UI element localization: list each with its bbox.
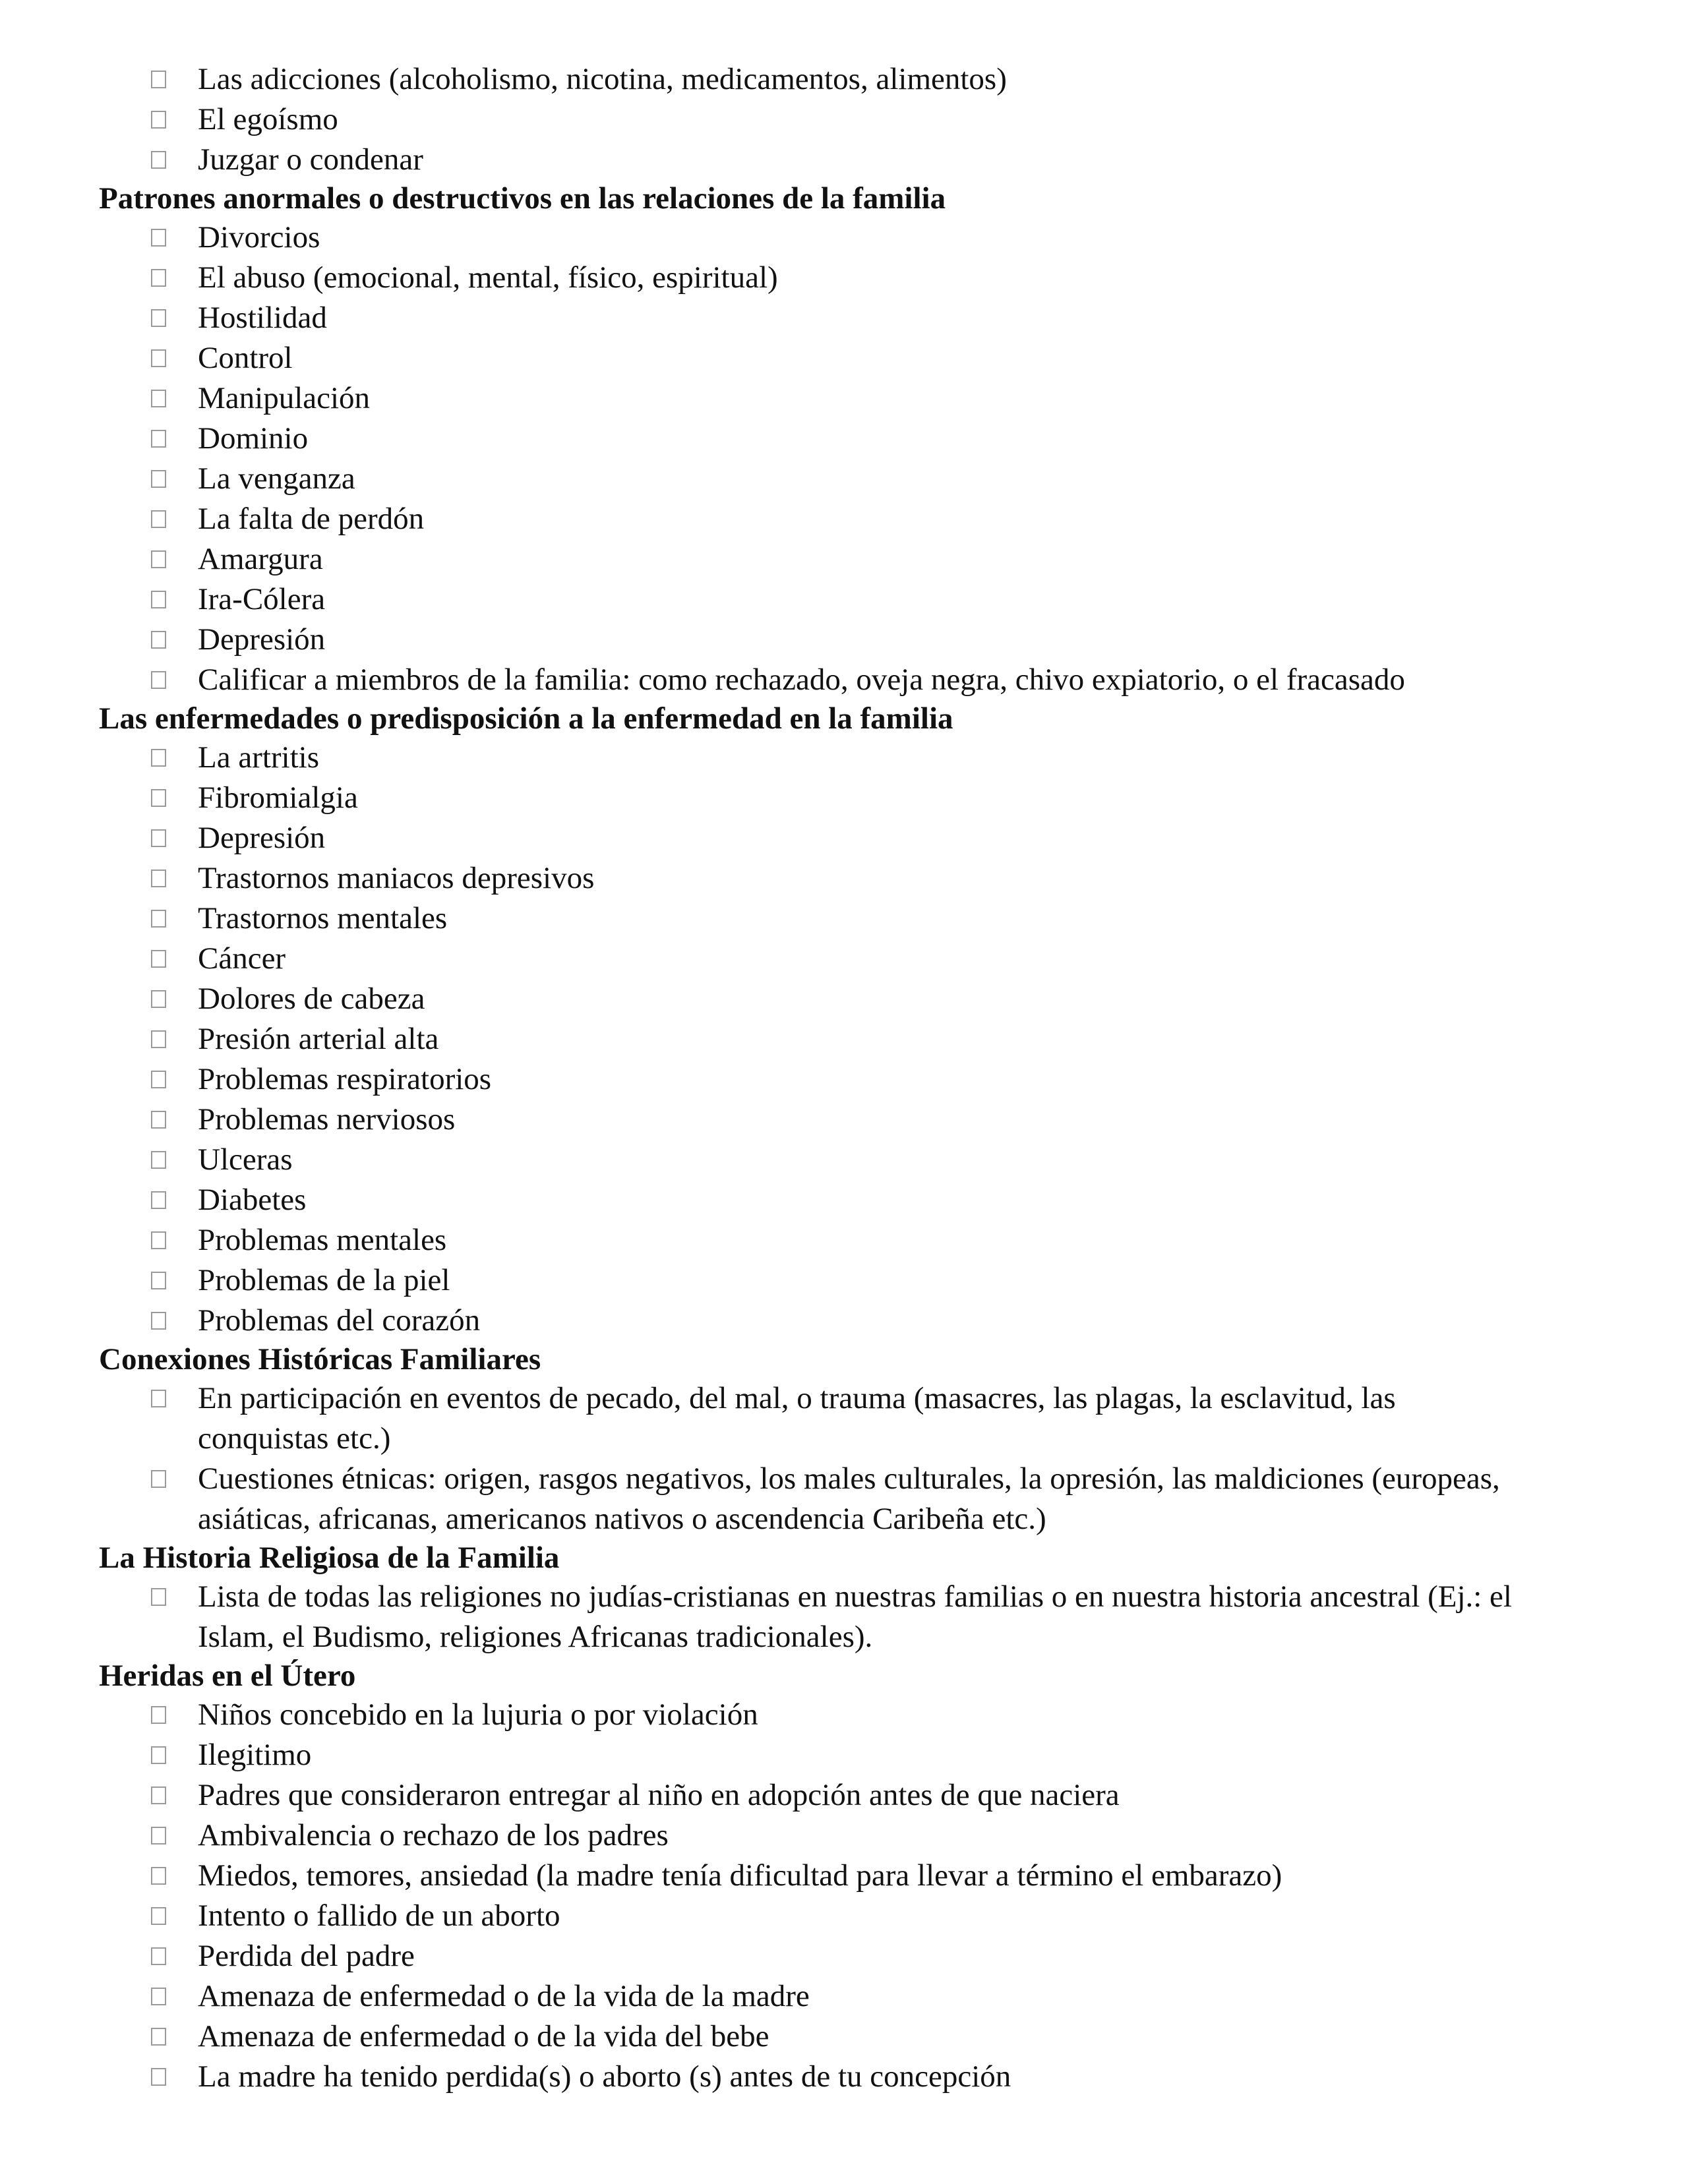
- checklist-section: [0, 700, 1688, 1341]
- checklist-item-text: Cáncer: [198, 941, 286, 976]
- checklist-item-text: Problemas mentales: [198, 1223, 447, 1257]
- checklist-item: [0, 59, 1688, 100]
- checkbox-icon[interactable]: [151, 390, 166, 407]
- checklist-item-text: Depresión: [198, 622, 326, 657]
- checklist-item-text: Trastornos mentales: [198, 901, 448, 935]
- checklist-item: [0, 778, 1688, 818]
- checklist-item: [0, 1577, 1688, 1657]
- checklist-section: [0, 180, 1688, 700]
- checkbox-icon[interactable]: [151, 349, 166, 367]
- checkbox-icon[interactable]: [151, 1151, 166, 1169]
- checklist-item-text: Intento o fallido de un aborto: [198, 1899, 560, 1933]
- checklist-item: [0, 1180, 1688, 1220]
- checkbox-icon[interactable]: [151, 470, 166, 488]
- checklist-item: [0, 1735, 1688, 1775]
- checkbox-icon[interactable]: [151, 1867, 166, 1885]
- checkbox-icon[interactable]: [151, 789, 166, 807]
- checklist-item: [0, 258, 1688, 298]
- checklist-item-text: Dolores de cabeza: [198, 982, 425, 1016]
- checklist-item-text: El abuso (emocional, mental, físico, espiritual): [198, 260, 778, 295]
- checklist-item-text: Problemas del corazón: [198, 1303, 481, 1338]
- checklist-item-text: Fibromialgia: [198, 781, 358, 815]
- checkbox-icon[interactable]: [151, 1111, 166, 1129]
- checklist-item-text: La venganza: [198, 461, 355, 496]
- checklist-item-text: Las adicciones (alcoholismo, nicotina, medicamentos, alimentos): [198, 62, 1007, 96]
- checklist-item: [0, 539, 1688, 579]
- section-heading: Conexiones Históricas Familiares: [99, 1342, 541, 1376]
- checklist-item: [0, 858, 1688, 899]
- checklist-item: [0, 1140, 1688, 1180]
- checklist-item-text: Diabetes: [198, 1183, 307, 1217]
- checklist-item-text: La madre ha tenido perdida(s) o aborto (s) antes de tu concepción: [198, 2059, 1011, 2094]
- checklist-item-text: Lista de todas las religiones no judías-cristianas en nuestras familias o en nuestra historia ancestral (Ej.: el Islam, el Budismo, religiones Africanas tradicionales).: [198, 1579, 1512, 1654]
- checkbox-icon[interactable]: [151, 1231, 166, 1249]
- checklist-item: [0, 419, 1688, 459]
- checkbox-icon[interactable]: [151, 950, 166, 968]
- checkbox-icon[interactable]: [151, 990, 166, 1008]
- checklist-item-text: Depresión: [198, 821, 326, 855]
- checkbox-icon[interactable]: [151, 151, 166, 169]
- checklist-item-text: Ulceras: [198, 1142, 293, 1177]
- section-heading: La Historia Religiosa de la Familia: [99, 1541, 560, 1575]
- checkbox-icon[interactable]: [151, 1030, 166, 1048]
- checkbox-icon[interactable]: [151, 1272, 166, 1289]
- checkbox-icon[interactable]: [151, 111, 166, 129]
- checklist-item: [0, 1856, 1688, 1896]
- checkbox-icon[interactable]: [151, 1706, 166, 1724]
- checklist-item: [0, 1059, 1688, 1100]
- checklist-item-text: Calificar a miembros de la familia: como rechazado, oveja negra, chivo expiatorio, o el fracasado: [198, 663, 1405, 697]
- section-heading: Patrones anormales o destructivos en las relaciones de la familia: [99, 181, 946, 216]
- checklist-item-text: Problemas respiratorios: [198, 1062, 492, 1096]
- checklist-item-text: Problemas nerviosos: [198, 1102, 456, 1136]
- checklist-section: [0, 59, 1688, 180]
- checklist-item-text: Presión arterial alta: [198, 1022, 439, 1056]
- checkbox-icon[interactable]: [151, 1470, 166, 1488]
- checkbox-icon[interactable]: [151, 1907, 166, 1925]
- checklist-item-text: Problemas de la piel: [198, 1263, 450, 1297]
- checklist-item: [0, 1936, 1688, 1976]
- checklist-item: [0, 140, 1688, 180]
- checklist-item-text: La falta de perdón: [198, 502, 425, 536]
- checklist-item: [0, 579, 1688, 620]
- checklist-item-text: Ambivalencia o rechazo de los padres: [198, 1818, 669, 1852]
- checkbox-icon[interactable]: [151, 1988, 166, 2005]
- checklist-item: [0, 378, 1688, 419]
- checkbox-icon[interactable]: [151, 1746, 166, 1764]
- checklist-item: [0, 1775, 1688, 1815]
- checklist-item: [0, 1976, 1688, 2017]
- checklist-item-text: Amenaza de enfermedad o de la vida del bebe: [198, 2019, 769, 2053]
- checklist-item: [0, 499, 1688, 539]
- checkbox-icon[interactable]: [151, 870, 166, 887]
- checkbox-icon[interactable]: [151, 829, 166, 847]
- checkbox-icon[interactable]: [151, 1588, 166, 1606]
- checklist-section: [0, 1539, 1688, 1657]
- checklist-section: [0, 1341, 1688, 1539]
- checkbox-icon[interactable]: [151, 430, 166, 448]
- checkbox-icon[interactable]: [151, 2068, 166, 2086]
- section-heading: Las enfermedades o predisposición a la enfermedad en la familia: [99, 701, 953, 736]
- checkbox-icon[interactable]: [151, 671, 166, 689]
- checkbox-icon[interactable]: [151, 309, 166, 327]
- checkbox-icon[interactable]: [151, 1312, 166, 1330]
- checklist-item: [0, 979, 1688, 1019]
- checkbox-icon[interactable]: [151, 71, 166, 88]
- checklist-item-text: Niños concebido en la lujuria o por violación: [198, 1697, 758, 1732]
- checklist-item: [0, 1815, 1688, 1856]
- checklist-item-text: Miedos, temores, ansiedad (la madre tenía dificultad para llevar a término el embarazo): [198, 1858, 1282, 1893]
- checklist-item: [0, 100, 1688, 140]
- checklist-item-text: Ilegitimo: [198, 1738, 312, 1772]
- checklist-item-text: Dominio: [198, 421, 309, 456]
- checklist-item: [0, 338, 1688, 378]
- checklist-item-text: Trastornos maniacos depresivos: [198, 861, 595, 895]
- checklist-item-text: Cuestiones étnicas: origen, rasgos negativos, los males culturales, la opresión, las maldiciones (europeas, asiáticas, africanas, americanos nativos o ascendencia Caribeña etc.): [198, 1461, 1500, 1536]
- checklist-item: [0, 1459, 1688, 1539]
- checkbox-icon[interactable]: [151, 2028, 166, 2046]
- checkbox-icon[interactable]: [151, 910, 166, 928]
- checklist-item-text: Padres que consideraron entregar al niño en adopción antes de que naciera: [198, 1778, 1120, 1812]
- checkbox-icon[interactable]: [151, 591, 166, 608]
- checklist-item: [0, 939, 1688, 979]
- checklist-item: [0, 1019, 1688, 1059]
- checklist-item: [0, 1378, 1688, 1459]
- checklist-item-text: Ira-Cólera: [198, 582, 326, 616]
- checklist-item-text: Juzgar o condenar: [198, 142, 423, 177]
- checklist-item-text: Amargura: [198, 542, 323, 576]
- checklist-item-text: El egoísmo: [198, 102, 338, 136]
- checklist-item: [0, 218, 1688, 258]
- checklist-item: [0, 1100, 1688, 1140]
- checkbox-icon[interactable]: [151, 1071, 166, 1088]
- section-heading: Heridas en el Útero: [99, 1659, 356, 1693]
- checkbox-icon[interactable]: [151, 1191, 166, 1209]
- checklist-item: [0, 1220, 1688, 1260]
- checklist-item: [0, 1896, 1688, 1936]
- checkbox-icon[interactable]: [151, 510, 166, 528]
- checklist-item: [0, 2057, 1688, 2097]
- checklist-item-text: En participación en eventos de pecado, del mal, o trauma (masacres, las plagas, la esclavitud, las conquistas etc.): [198, 1381, 1396, 1456]
- checklist-item: [0, 2017, 1688, 2057]
- checkbox-icon[interactable]: [151, 749, 166, 767]
- checklist-section: [0, 1657, 1688, 2097]
- checkbox-icon[interactable]: [151, 229, 166, 247]
- checkbox-icon[interactable]: [151, 1947, 166, 1965]
- checklist-item-text: Perdida del padre: [198, 1939, 415, 1973]
- checklist-item: [0, 899, 1688, 939]
- checkbox-icon[interactable]: [151, 1390, 166, 1407]
- checklist-item: [0, 459, 1688, 499]
- checkbox-icon[interactable]: [151, 550, 166, 568]
- checklist-item: [0, 738, 1688, 778]
- checklist-item: [0, 1260, 1688, 1301]
- checkbox-icon[interactable]: [151, 269, 166, 287]
- checklist-item: [0, 620, 1688, 660]
- checklist-item: [0, 818, 1688, 858]
- checkbox-icon[interactable]: [151, 631, 166, 649]
- checklist-item: [0, 1301, 1688, 1341]
- checklist-item-text: Manipulación: [198, 381, 371, 415]
- checklist-item-text: Divorcios: [198, 220, 320, 254]
- checklist-item: [0, 1695, 1688, 1735]
- checklist-item-text: Hostilidad: [198, 301, 327, 335]
- checklist-item-text: Control: [198, 341, 293, 375]
- checkbox-icon[interactable]: [151, 1827, 166, 1845]
- checklist-item-text: Amenaza de enfermedad o de la vida de la madre: [198, 1979, 810, 2013]
- checklist-item: [0, 660, 1688, 700]
- checklist-item-text: La artritis: [198, 740, 320, 775]
- checklist-item: [0, 298, 1688, 338]
- checkbox-icon[interactable]: [151, 1786, 166, 1804]
